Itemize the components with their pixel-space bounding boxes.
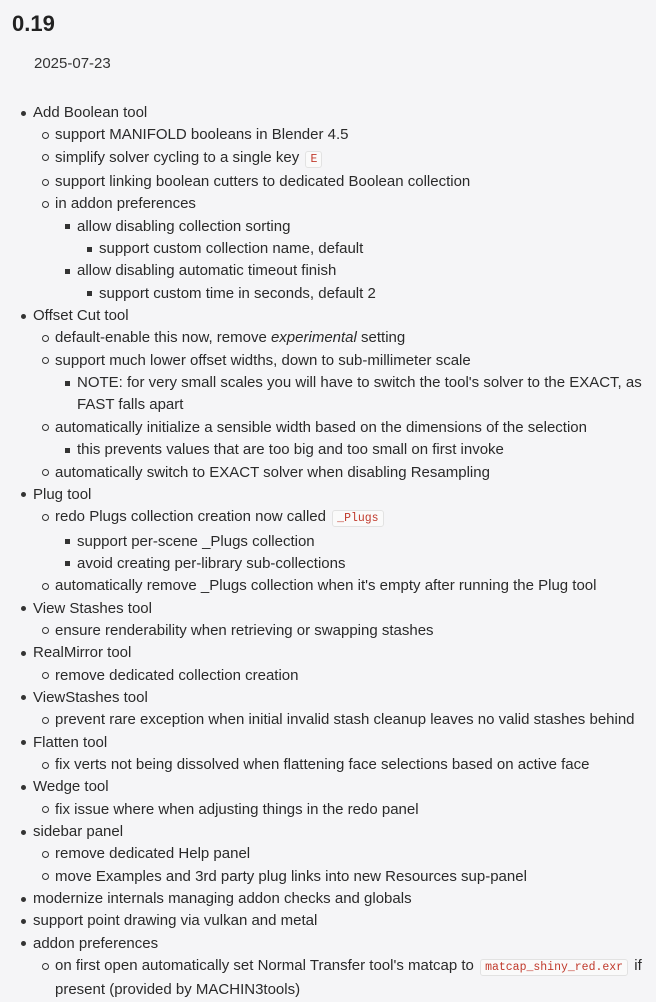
note-text: support MANIFOLD booleans in Blender 4.5 [55,126,349,144]
list-item [55,462,656,484]
note-text: if present (provided by MACHIN3tools) [55,957,642,999]
note-text: fix verts not being dissolved when flattening face selections based on active face [55,755,590,773]
list-item [77,531,656,553]
list-item [55,506,656,575]
list-item [55,350,656,417]
version-heading: 0.19 [12,11,55,36]
list-item [33,598,656,643]
release-date: 2025-07-23 [34,55,111,72]
inline-code: matcap_shiny_red.exr [480,959,628,976]
note-text: support per-scene _Plugs collection [77,532,315,550]
note-text: modernize internals managing addon checks and globals [33,890,412,908]
key-code: E [305,151,322,168]
emphasis-text: experimental [270,329,357,347]
realmirror-title: RealMirror tool [33,644,132,662]
note-text: remove dedicated collection creation [55,666,299,684]
list-item [77,372,656,417]
list-item [33,776,656,821]
note-text: support custom time in seconds, default 2 [99,284,376,302]
note-text: simplify solver cycling to a single key [55,148,300,166]
list-item [55,665,656,687]
changelog-list [12,102,656,1002]
list-item [99,283,656,305]
note-text: redo Plugs collection creation now called [55,508,326,526]
list-item [55,193,656,305]
list-item [55,171,656,193]
list-item [55,417,656,462]
note-text: automatically remove _Plugs collection when it's empty after running the Plug tool [55,577,597,595]
list-item [55,799,656,821]
note-text: move Examples and 3rd party plug links into new Resources sup-panel [55,867,527,885]
list-item [55,575,656,597]
list-item [33,687,656,732]
list-item [99,238,656,260]
list-item [77,260,656,305]
offset-tool-title: Offset Cut tool [33,307,129,325]
list-item [33,642,656,687]
list-item [55,709,656,731]
list-item [33,821,656,888]
note-text: allow disabling collection sorting [77,217,291,235]
plug-tool-title: Plug tool [33,485,92,503]
list-item [55,843,656,865]
note-text: setting [361,329,406,347]
note-text: support custom collection name, default [99,240,364,258]
boolean-tool-title: Add Boolean tool [33,104,148,121]
note-text: support point drawing via vulkan and metal [33,912,318,930]
list-item [77,216,656,261]
list-item [55,754,656,776]
note-text: automatically initialize a sensible width based on the dimensions of the selection [55,418,587,436]
note-text: NOTE: for very small scales you will have to switch the tool's solver to the EXACT, as FAST falls apart [77,374,642,414]
note-text: ensure renderability when retrieving or swapping stashes [55,621,434,639]
list-item [77,439,656,461]
note-text: on first open automatically set Normal Transfer tool's matcap to [55,957,474,975]
list-item [33,102,656,305]
note-text: remove dedicated Help panel [55,845,251,863]
list-item [77,553,656,575]
list-item [33,910,656,932]
note-text: prevent rare exception when initial invalid stash cleanup leaves no valid stashes behind [55,711,635,729]
note-text: support much lower offset widths, down to sub-millimeter scale [55,351,471,369]
note-text: automatically switch to EXACT solver when disabling Resampling [55,463,490,481]
list-item [55,620,656,642]
list-item [55,124,656,146]
note-text: avoid creating per-library sub-collections [77,554,346,572]
list-item [33,484,656,598]
list-item [55,327,656,349]
viewstashes-title: ViewStashes tool [33,688,148,706]
note-text: fix issue where when adjusting things in the redo panel [55,800,419,818]
inline-code: _Plugs [332,510,383,527]
list-item [33,305,656,484]
sidebar-title: sidebar panel [33,823,124,840]
list-item [55,147,656,171]
addon-prefs-title: addon preferences [33,934,159,952]
view-stashes-title: View Stashes tool [33,599,152,617]
list-item [33,888,656,910]
note-text: allow disabling automatic timeout finish [77,262,337,280]
note-text: this prevents values that are too big and too small on first invoke [77,441,504,459]
list-item [55,866,656,888]
wedge-title: Wedge tool [33,778,109,796]
flatten-title: Flatten tool [33,733,108,751]
list-item [33,933,656,1002]
note-text: in addon preferences [55,195,196,213]
list-item [33,732,656,777]
list-item [55,955,656,1002]
note-text: default-enable this now, remove [55,329,267,347]
note-text: support linking boolean cutters to dedicated Boolean collection [55,173,471,191]
